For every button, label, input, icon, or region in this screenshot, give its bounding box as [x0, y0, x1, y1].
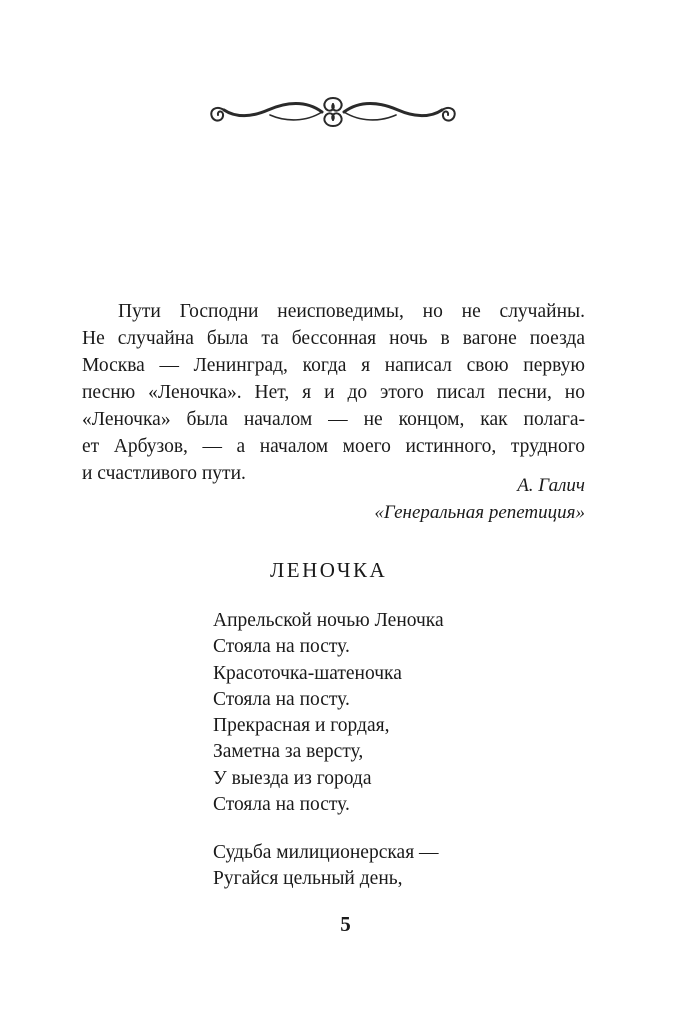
epigraph-line: Пути Господни неисповедимы, но не случайны. [118, 301, 585, 322]
poem-line: Заметна за версту, [213, 741, 364, 763]
epigraph-line: и счастливого пути. [82, 463, 246, 484]
epigraph-line: «Леночка» была началом — не концом, как полага- [82, 409, 585, 430]
poem-line: У выезда из города [213, 767, 372, 789]
poem-line: Стояла на посту. [213, 794, 350, 816]
page-number: 5 [340, 912, 351, 936]
epigraph-line: Москва — Ленинград, когда я написал свою первую [82, 355, 585, 376]
epigraph-attribution [374, 472, 585, 526]
epigraph-line: Не случайна была та бессонная ночь в вагоне поезда [82, 328, 585, 349]
epigraph-author: А. Галич [517, 475, 585, 496]
poem-line: Красоточка-шатеночка [213, 662, 402, 684]
poem-line: Стояла на посту. [213, 688, 350, 710]
epigraph-source: «Генеральная репетиция» [374, 502, 585, 523]
epigraph-line: ет Арбузов, — а началом моего истинного, трудного [82, 436, 585, 457]
poem-line: Апрельской ночью Леночка [213, 610, 444, 631]
poem-line: Прекрасная и гордая, [213, 715, 390, 737]
epigraph-line: песню «Леночка». Нет, я и до этого писал песни, но [82, 382, 585, 403]
epigraph-paragraph [82, 298, 585, 487]
poem-stanza [213, 608, 444, 818]
poem-title: ЛЕНОЧКА [270, 558, 388, 582]
poem-line: Стояла на посту. [213, 636, 350, 658]
poem-line: Судьба милиционерская — [213, 842, 439, 863]
decorative-flourish-ornament [206, 92, 460, 132]
poem-stanza [213, 840, 439, 893]
poem-line: Ругайся цельный день, [213, 868, 403, 890]
